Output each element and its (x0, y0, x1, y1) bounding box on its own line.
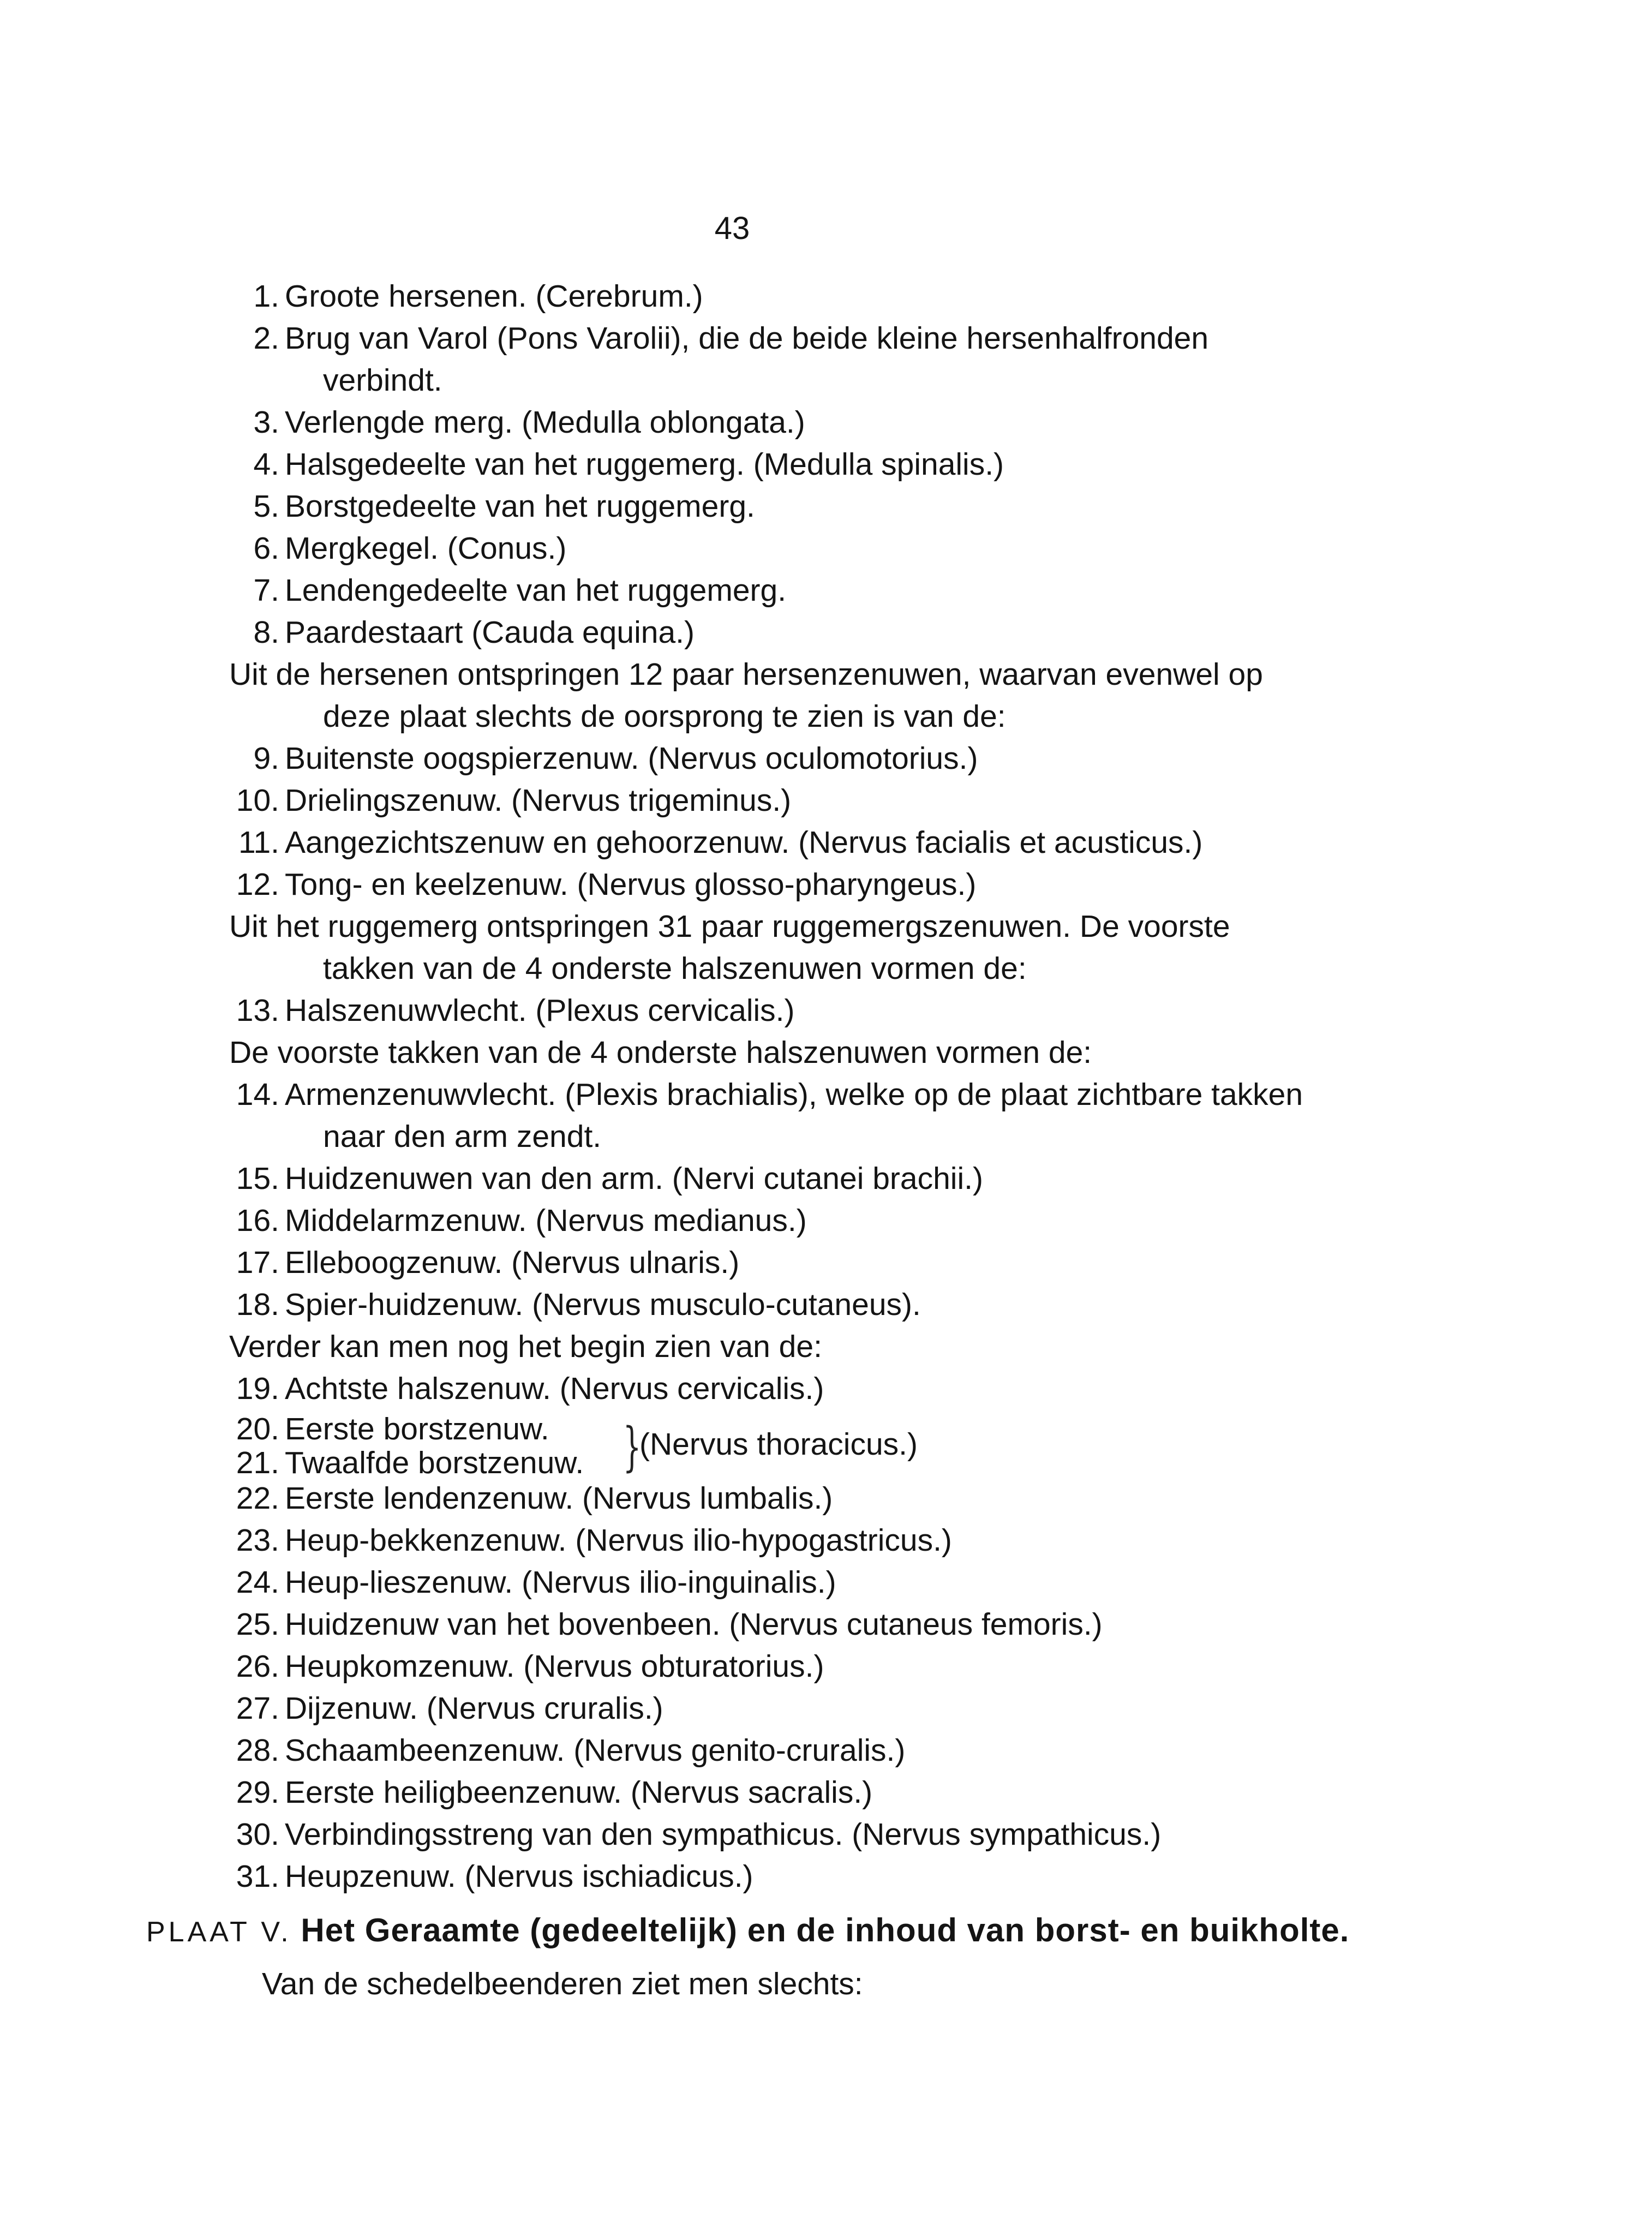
item-number: 18. (236, 1287, 279, 1322)
item-number: 30. (236, 1817, 279, 1852)
list-item (0, 1074, 1364, 1158)
item-number: 5. (253, 489, 279, 524)
list-item (0, 1646, 1364, 1688)
list-item (0, 1368, 1364, 1410)
paragraph (0, 906, 1364, 990)
item-text: Aangezichtszenuw en gehoorzenuw. (Nervus facialis et acusticus.) (285, 825, 1203, 860)
item-text: Tong- en keelzenuw. (Nervus glosso-pharyngeus.) (285, 867, 977, 902)
list-item (0, 1284, 1364, 1326)
item-number: 21. (236, 1445, 279, 1480)
item-number: 2. (253, 321, 279, 356)
item-text: Lendengedeelte van het ruggemerg. (285, 573, 787, 608)
list-item (0, 1242, 1364, 1284)
item-number: 24. (236, 1565, 279, 1600)
list-item (0, 570, 1364, 612)
item-text: Armenzenuwvlecht. (Plexis brachialis), welke op de plaat zichtbare takken (285, 1077, 1303, 1112)
closing-line: Van de schedelbeenderen ziet men slechts: (262, 1966, 863, 2001)
list-item (0, 276, 1364, 318)
item-number: 20. (236, 1412, 279, 1446)
plate-title: Het Geraamte (gedeeltelijk) en de inhoud van borst- en buikholte. (301, 1912, 1350, 1948)
item-text: Heupkomzenuw. (Nervus obturatorius.) (285, 1649, 824, 1684)
item-number: 23. (236, 1523, 279, 1558)
list-item (0, 1814, 1364, 1856)
paragraph-text: Verder kan men nog het begin zien van de: (229, 1329, 822, 1364)
list-item (0, 402, 1364, 444)
item-text: Halszenuwvlecht. (Plexus cervicalis.) (285, 993, 795, 1028)
item-text: Twaalfde borstzenuw. (285, 1445, 584, 1480)
item-number: 31. (236, 1859, 279, 1894)
item-text: Huidzenuw van het bovenbeen. (Nervus cutaneus femoris.) (285, 1607, 1103, 1642)
item-number: 3. (253, 405, 279, 440)
list-item (0, 1478, 1364, 1520)
item-text: Buitenste oogspierzenuw. (Nervus oculomotorius.) (285, 741, 978, 776)
item-text: Achtste halszenuw. (Nervus cervicalis.) (285, 1371, 824, 1406)
item-text: Elleboogzenuw. (Nervus ulnaris.) (285, 1245, 740, 1280)
item-text: Schaambeenzenuw. (Nervus genito-cruralis.) (285, 1733, 906, 1768)
paragraph-text: De voorste takken van de 4 onderste halszenuwen vormen de: (229, 1035, 1092, 1070)
list-item (0, 1520, 1364, 1562)
list-item (0, 990, 1364, 1032)
item-number: 26. (236, 1649, 279, 1684)
paragraph-text-continued: takken van de 4 onderste halszenuwen vormen de: (323, 951, 1027, 986)
paragraph-text: Uit de hersenen ontspringen 12 paar hersenzenuwen, waarvan evenwel op (229, 657, 1263, 692)
item-number: 29. (236, 1775, 279, 1810)
item-number: 1. (253, 279, 279, 314)
list-item (0, 1688, 1364, 1730)
list-item (0, 1158, 1364, 1200)
paragraph (0, 1032, 1364, 1074)
list-item (0, 780, 1364, 822)
list-item (0, 528, 1364, 570)
item-number: 13. (236, 993, 279, 1028)
list-item (0, 1200, 1364, 1242)
list-item (0, 1772, 1364, 1814)
list-item (0, 864, 1364, 906)
list-item (0, 1604, 1364, 1646)
item-text: Eerste borstzenuw. (285, 1412, 549, 1446)
list-item (0, 318, 1364, 402)
list-item (0, 1856, 1364, 1898)
item-number: 28. (236, 1733, 279, 1768)
item-text: Eerste heiligbeenzenuw. (Nervus sacralis.) (285, 1775, 873, 1810)
item-number: 15. (236, 1161, 279, 1196)
paragraph (0, 1326, 1364, 1368)
item-text-continued: naar den arm zendt. (323, 1119, 602, 1154)
item-number: 7. (253, 573, 279, 608)
item-text: Huidzenuwen van den arm. (Nervi cutanei brachii.) (285, 1161, 983, 1196)
item-number: 12. (236, 867, 279, 902)
item-number: 25. (236, 1607, 279, 1642)
item-text: Heupzenuw. (Nervus ischiadicus.) (285, 1859, 753, 1894)
item-number: 22. (236, 1481, 279, 1516)
paragraph-text: Uit het ruggemerg ontspringen 31 paar ruggemergszenuwen. De voorste (229, 909, 1230, 944)
section-heading (146, 1909, 1349, 1954)
paragraph (0, 654, 1364, 738)
list-item (0, 486, 1364, 528)
item-text: Middelarmzenuw. (Nervus medianus.) (285, 1203, 807, 1238)
item-number: 17. (236, 1245, 279, 1280)
item-number: 27. (236, 1691, 279, 1726)
list-item (0, 1730, 1364, 1772)
item-text: Verbindingsstreng van den sympathicus. (Nervus sympathicus.) (285, 1817, 1162, 1852)
plate-label: PLAAT V. (146, 1916, 292, 1948)
nerve-list (0, 276, 1364, 1898)
item-text: Dijzenuw. (Nervus cruralis.) (285, 1691, 663, 1726)
item-text: Paardestaart (Cauda equina.) (285, 615, 695, 650)
curly-brace-icon: } (623, 1416, 642, 1478)
item-number: 11. (238, 825, 279, 860)
list-item (0, 738, 1364, 780)
paragraph-text-continued: deze plaat slechts de oorsprong te zien is van de: (323, 699, 1006, 734)
item-text: Groote hersenen. (Cerebrum.) (285, 279, 703, 314)
item-number: 4. (253, 447, 279, 482)
item-number: 16. (236, 1203, 279, 1238)
list-item (0, 1562, 1364, 1604)
item-text: Heup-lieszenuw. (Nervus ilio-inguinalis.) (285, 1565, 836, 1600)
item-text: Mergkegel. (Conus.) (285, 531, 567, 566)
item-number: 19. (236, 1371, 279, 1406)
item-number: 9. (253, 741, 279, 776)
item-text-continued: verbindt. (323, 363, 442, 398)
item-text: Halsgedeelte van het ruggemerg. (Medulla spinalis.) (285, 447, 1004, 482)
list-item (0, 444, 1364, 486)
item-number: 14. (236, 1077, 279, 1112)
item-text: Brug van Varol (Pons Varolii), die de beide kleine hersenhalfronden (285, 321, 1209, 356)
list-item (0, 822, 1364, 864)
item-number: 8. (253, 615, 279, 650)
item-text: Eerste lendenzenuw. (Nervus lumbalis.) (285, 1481, 833, 1516)
bracket-group (0, 1410, 1364, 1478)
list-item (0, 612, 1364, 654)
item-text: Drielingszenuw. (Nervus trigeminus.) (285, 783, 792, 818)
item-number: 6. (253, 531, 279, 566)
item-text: Spier-huidzenuw. (Nervus musculo-cutaneus). (285, 1287, 921, 1322)
item-number: 10. (236, 783, 279, 818)
bracket-shared-text: (Nervus thoracicus.) (639, 1427, 918, 1462)
item-text: Borstgedeelte van het ruggemerg. (285, 489, 755, 524)
item-text: Heup-bekkenzenuw. (Nervus ilio-hypogastricus.) (285, 1523, 952, 1558)
item-text: Verlengde merg. (Medulla oblongata.) (285, 405, 805, 440)
page-number: 43 (714, 211, 750, 246)
